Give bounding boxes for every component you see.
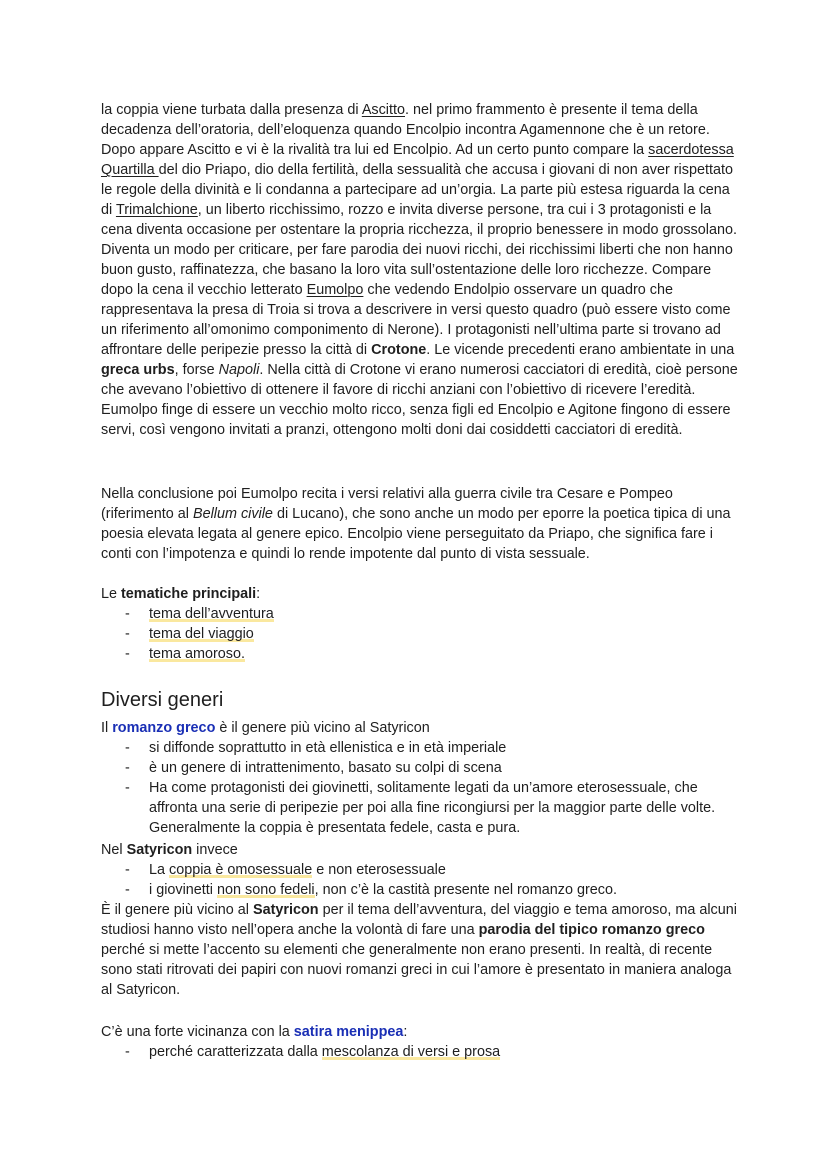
bold-crotone: Crotone [371, 342, 427, 358]
list-item: - Ha come protagonisti dei giovinetti, solitamente legati da un’amore eterosessuale, che affronta una serie di peripezie per poi alla fine ricongiursi per la maggior parte delle volte. Generalmente la coppia è presentata fedele, casta e pura. [101, 778, 741, 838]
list-item: - i giovinetti non sono fedeli, non c’è la castità presente nel romanzo greco. [101, 880, 741, 900]
highlight: mescolanza di versi e prosa [321, 1044, 501, 1060]
italic-napoli: Napoli [218, 362, 260, 378]
romanzo-list [101, 738, 741, 838]
text-run: che vedendo Endolpio osservare un quadro che rappresentava la presa di Troia si trova a descrivere in versi questo quadro (può essere visto come un riferimento all’omonimo componimento di Nerone). I protagonisti nell’ultima parte si trovano ad affrontare delle peripezie presso la città di [101, 282, 731, 358]
keyword-satira-menippea: satira menippea [293, 1024, 404, 1040]
text-run: Nella conclusione poi Eumolpo recita i versi relativi alla guerra civile tra Cesare e Pompeo (riferimento al [101, 486, 673, 522]
text-run: , un liberto ricchissimo, rozzo e invita diverse persone, tra cui i 3 protagonisti e la cena diventa occasione per ostentare la propria ricchezza, il proprio benessere in modo grossolano. Diventa un modo per criticare, per fare parodia dei nuovi ricchi, dei ricchissimi liberti che non hanno buon gusto, raffinatezza, che basano la loro vita sull’ostentazione delle loro ricchezze. Compare dopo la cena il vecchio letterato [101, 202, 737, 298]
themes-heading: Le tematiche principali: [101, 586, 261, 602]
list-item: - tema dell’avventura [101, 604, 741, 624]
keyword-romanzo-greco: romanzo greco [112, 720, 216, 736]
bold-satyricon: Satyricon [126, 842, 193, 858]
list-item: - perché caratterizzata dalla mescolanza di versi e prosa [101, 1042, 741, 1062]
list-item: - è un genere di intrattenimento, basato su colpi di scena [101, 758, 741, 778]
text-run: . nel primo frammento è presente il tema della decadenza dell’oratoria, dell’eloquenza quando Encolpio incontra Agamennone che è un retore. Dopo appare Ascitto e vi è la rivalità tra lui ed Encolpio. Ad un certo punto compare la [101, 102, 710, 158]
list-item: - si diffonde soprattutto in età ellenistica e in età imperiale [101, 738, 741, 758]
list-item: - La coppia è omosessuale e non eterosessuale [101, 860, 741, 880]
text-run: la coppia viene turbata dalla presenza di [101, 102, 362, 118]
list-item: - tema amoroso. [101, 644, 741, 664]
text-run: . Nella città di Crotone vi erano numerosi cacciatori di eredità, cioè persone che avevano l’obiettivo di ottenere il favore di ricchi anziani con l’obiettivo di ricevere l’eredità. Eumolpo finge di essere un vecchio molto ricco, senza figli ed Encolpio e Agitone fingono di essere servi, così vengono invitati a pranzi, ottengono molti doni dai cosiddetti cacciatori di eredità. [101, 362, 738, 438]
conclusion-paragraph [101, 484, 741, 564]
highlight: non sono fedeli [217, 882, 315, 898]
italic-bellum-civile: Bellum civile [192, 506, 273, 522]
name-trimalchione: Trimalchione [115, 202, 198, 218]
bold-greca-urbs: greca urbs [101, 362, 175, 378]
menippea-list [101, 1042, 741, 1062]
text-run: , forse [174, 362, 219, 378]
bold-satyricon: Satyricon [253, 902, 319, 918]
text-run: di Lucano), che sono anche un modo per eporre la poetica tipica di una poesia elevata legata al genere epico. Encolpio viene perseguitato da Priapo, che significa fare i conti con l’impotenza e quindi lo rende impotente dal punto di vista sessuale. [101, 506, 731, 562]
menippea-intro: C’è una forte vicinanza con la satira menippea: [101, 1024, 408, 1040]
name-eumolpo: Eumolpo [306, 282, 364, 298]
themes-list [101, 604, 741, 664]
satyricon-list [101, 860, 741, 900]
text-run: del dio Priapo, dio della fertilità, della sessualità che accusa i giovani di non aver rispettato le regole della divinità e li condanna a partecipare ad un’orgia. La parte più estesa riguarda la cena di [101, 162, 733, 218]
bold-parodia: parodia del tipico romanzo greco [478, 922, 705, 938]
bold-tematiche: tematiche principali [121, 586, 257, 602]
text-run: . Le vicende precedenti erano ambientate in una [426, 342, 735, 358]
list-item: - tema del viaggio [101, 624, 741, 644]
name-ascitto: Ascitto [361, 102, 405, 118]
name-quartilla: sacerdotessa Quartilla [101, 142, 734, 178]
parody-paragraph: È il genere più vicino al Satyricon per il tema dell’avventura, del viaggio e tema amoroso, ma alcuni studiosi hanno visto nell’opera anche la volontà di fare una parodia del tipico romanzo greco perché si mette l’accento su elementi che generalmente non erano presenti. In realtà, di recente sono stati ritrovati dei papiri con nuovi romanzi greci in cui l’amore è presentato in maniera analoga al Satyricon. [101, 902, 737, 998]
romanzo-intro: Il romanzo greco è il genere più vicino al Satyricon [101, 720, 430, 736]
plot-summary-paragraph [101, 100, 741, 440]
satyricon-intro: Nel Satyricon invece [101, 842, 238, 858]
section-title: Diversi generi [101, 689, 224, 711]
highlight: coppia è omosessuale [169, 862, 313, 878]
